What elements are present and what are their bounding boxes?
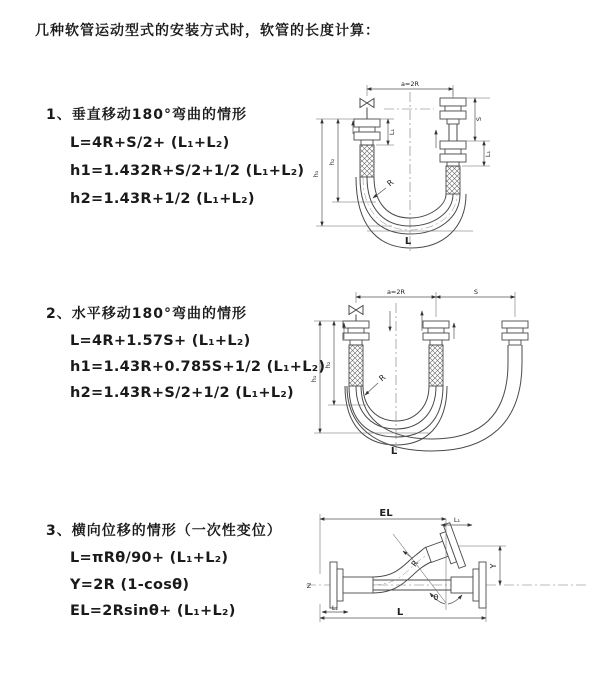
section-2-formula-L: L=4R+1.57S+ (L₁+L₂): [70, 333, 251, 349]
dim-label-radius: R: [409, 558, 421, 569]
dim-label-h2: h₂: [324, 361, 332, 369]
dim-label-h1: h₁: [310, 375, 318, 383]
section-2-formula-h1: h1=1.43R+0.785S+1/2 (L₁+L₂): [70, 359, 326, 375]
diagram-lateral-displacement: [300, 506, 592, 642]
dim-label-length: L: [390, 446, 398, 457]
dim-label-stroke: S: [473, 288, 479, 296]
dim-label-offset: Y: [489, 563, 498, 569]
middle-riser: [423, 321, 449, 386]
section-1-formula-h1: h1=1.432R+S/2+1/2 (L₁+L₂): [70, 163, 305, 179]
left-riser: [343, 321, 369, 386]
left-flanged-end: [330, 562, 373, 608]
section-1-heading: 1、垂直移动180°弯曲的情形: [46, 107, 247, 123]
braided-hose-section: [349, 345, 363, 386]
dim-label-length: L: [396, 607, 404, 618]
right-flanged-end-original: [451, 562, 486, 608]
dim-label-fitting-top: L₁: [453, 516, 461, 524]
left-riser: [354, 119, 380, 177]
braided-hose-section: [429, 345, 443, 386]
right-riser: [502, 321, 528, 363]
section-3-formula-L: L=πRθ/90+ (L₁+L₂): [70, 550, 229, 566]
section-3-formula-Y: Y=2R (1-cosθ): [70, 577, 190, 593]
diagram-horizontal-180-bend: [310, 283, 590, 455]
angle-label: θ: [433, 593, 439, 602]
dim-label-stroke: S: [475, 116, 483, 122]
angle-arc: [448, 595, 462, 604]
hose-s-curve: [373, 547, 431, 593]
section-3-formula-EL: EL=2Rsinθ+ (L₁+L₂): [70, 603, 236, 619]
dim-label-span: a=2R: [400, 80, 420, 88]
dim-label-radius: R: [377, 372, 388, 384]
valve-icon: [360, 99, 374, 120]
section-1-formula-L: L=4R+S/2+ (L₁+L₂): [70, 135, 230, 151]
right-riser: [440, 89, 466, 194]
dim-label-radius: R: [385, 177, 396, 189]
dim-label-h2: h₂: [328, 158, 336, 166]
dim-label-h1: h₁: [312, 170, 320, 178]
dim-label-length: L: [404, 236, 412, 247]
dim-label-fitting-bottom: L₁: [331, 604, 339, 612]
section-2-formula-h2: h2=1.43R+S/2+1/2 (L₁+L₂): [70, 385, 294, 401]
dim-label-el: EL: [379, 508, 393, 519]
braided-hose-section: [360, 145, 374, 177]
page-title: 几种软管运动型式的安装方式时，软管的长度计算：: [35, 23, 380, 39]
right-flanged-end-displaced: [421, 523, 466, 577]
braided-hose-section: [446, 166, 460, 194]
dim-label-fitting-left: L₁: [388, 128, 396, 136]
radius-leader: [403, 551, 412, 558]
axis-mark: Z: [306, 582, 312, 590]
valve-icon: [349, 306, 363, 322]
radius-leader: [365, 383, 378, 395]
section-1-formula-h2: h2=1.43R+1/2 (L₁+L₂): [70, 191, 255, 207]
diagram-vertical-180-bend: [312, 76, 580, 258]
dim-label-span: a=2R: [386, 288, 406, 296]
dim-label-fitting: L₁: [484, 150, 492, 158]
section-2-heading: 2、水平移动180°弯曲的情形: [46, 306, 247, 322]
section-3-heading: 3、横向位移的情形（一次性变位）: [46, 523, 282, 539]
